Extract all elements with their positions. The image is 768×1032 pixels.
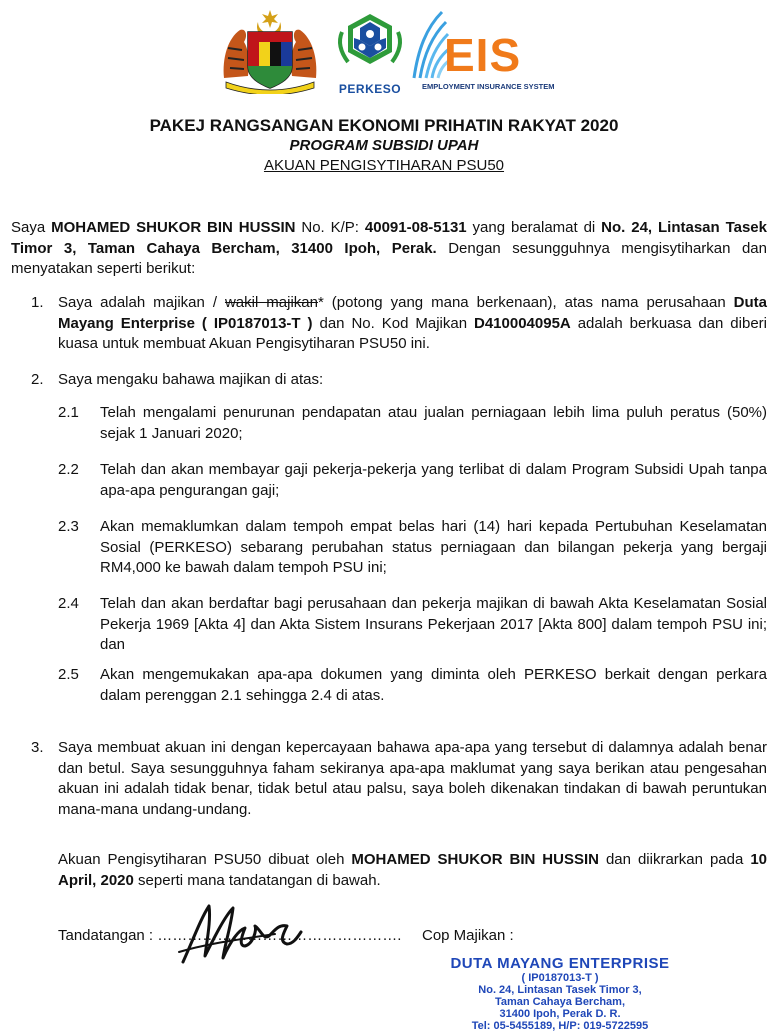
item-1-number: 1. xyxy=(31,294,44,311)
closing-name: MOHAMED SHUKOR BIN HUSSIN xyxy=(351,851,599,868)
item-2-text: Saya mengaku bahawa majikan di atas: xyxy=(58,371,324,388)
intro-saya: Saya xyxy=(11,219,52,236)
sub-2-2-text: Telah dan akan membayar gaji pekerja-pekerja yang terlibat di dalam Program Subsidi Upah tanpa apa-apa pengurangan gaji; xyxy=(100,461,767,499)
sub-2-3-text: Akan memaklumkan dalam tempoh empat belas hari (14) hari kepada Pertubuhan Keselamatan Sosial (PERKESO) sebarang perubahan status perniagaan dan bilangan pekerja yang bergaji RM4,000 ke bawah dalam tempoh PSU ini; xyxy=(100,518,767,576)
item-3-number: 3. xyxy=(31,739,44,756)
handwritten-signature-icon xyxy=(175,900,305,970)
perkeso-label: PERKESO xyxy=(338,82,402,96)
stamp-registration: ( IP0187013-T ) xyxy=(521,972,599,984)
sub-2-1-number: 2.1 xyxy=(58,404,79,421)
employer-stamp-label: Cop Majikan : xyxy=(422,927,514,944)
declaration-title: AKUAN PENGISYTIHARAN PSU50 xyxy=(263,157,505,174)
sub-2-4-text: Telah dan akan berdaftar bagi perusahaan dan pekerja majikan di bawah Akta Keselamatan Sosial Pekerja 1969 [Akta 4] dan Akta Sistem Insurans Pekerjaan 2017 [Akta 800] dalam tempoh PSU ini; dan xyxy=(100,595,767,653)
item-1-part-c: dan No. Kod Majikan xyxy=(312,314,474,332)
item-1-part-a: Saya adalah majikan / xyxy=(58,294,225,311)
document-title: PAKEJ RANGSANGAN EKONOMI PRIHATIN RAKYAT 2020 xyxy=(149,116,619,135)
company-stamp xyxy=(430,955,690,1032)
eis-subtitle: EMPLOYMENT INSURANCE SYSTEM xyxy=(422,82,555,91)
item-3-text: Saya membuat akuan ini dengan kepercayaan bahawa apa-apa yang tersebut di dalamnya adalah benar dan betul. Saya sesungguhnya faham sekiranya apa-apa maklumat yang saya berikan atau pengesahan akuan ini adalah tidak benar, tidak betul atau palsu, saya boleh dikenakan tindakan di bawah peruntukan mana-mana undang-undang. xyxy=(58,739,767,818)
perkeso-emblem-icon xyxy=(332,12,408,78)
malaysia-coat-of-arms-icon xyxy=(218,8,322,94)
kp-label: No. K/P: xyxy=(295,219,365,236)
item-1-text xyxy=(58,293,767,355)
header-logos xyxy=(0,6,768,96)
item-1-part-d: adalah berkuasa dan diberi kuasa untuk membuat Akuan Pengisytiharan PSU50 ini. xyxy=(58,314,767,352)
company-name: Duta Mayang Enterprise ( IP0187013-T ) xyxy=(58,294,767,332)
sub-2-3-number: 2.3 xyxy=(58,518,79,535)
signature-label: Tandatangan : …………………………………………. xyxy=(58,927,402,944)
stamp-address-2: Taman Cahaya Bercham, xyxy=(494,996,626,1008)
stamp-address-3: 31400 Ipoh, Perak D. R. xyxy=(499,1008,621,1020)
item-2-number: 2. xyxy=(31,371,44,388)
closing-part-a: Akuan Pengisytiharan PSU50 dibuat oleh xyxy=(58,851,352,868)
perkeso-logo xyxy=(332,12,408,96)
kp-number: 40091-08-5131 xyxy=(364,219,467,236)
declarant-name: MOHAMED SHUKOR BIN HUSSIN xyxy=(51,219,296,236)
program-title: PROGRAM SUBSIDI UPAH xyxy=(289,137,479,154)
stamp-phone: Tel: 05-5455189, H/P: 019-5722595 xyxy=(471,1020,649,1032)
declaration-date: 10 April, 2020 xyxy=(58,851,767,889)
declarant-address: No. 24, Lintasan Tasek Timor 3, Taman Cahaya Bercham, 31400 Ipoh, Perak. xyxy=(11,219,767,257)
intro-closing: Dengan sesungguhnya mengisytiharkan dan menyatakan seperti berikut: xyxy=(11,239,767,277)
closing-paragraph xyxy=(58,850,767,891)
sub-2-5-text: Akan mengemukakan apa-apa dokumen yang diminta oleh PERKESO berkait dengan perkara dalam perenggan 2.1 sehingga 2.4 di atas. xyxy=(100,666,767,704)
intro-paragraph xyxy=(11,218,767,280)
item-1-part-b: * (potong yang mana berkenaan), atas nama perusahaan xyxy=(317,294,734,311)
eis-logo xyxy=(412,10,562,96)
closing-part-c: seperti mana tandatangan di bawah. xyxy=(133,871,381,889)
employer-code: D410004095A xyxy=(474,314,571,332)
sub-2-2-number: 2.2 xyxy=(58,461,79,478)
sub-2-1-text: Telah mengalami penurunan pendapatan atau jualan perniagaan lebih lima puluh peratus (50%) sejak 1 Januari 2020; xyxy=(100,404,767,442)
sub-2-5-number: 2.5 xyxy=(58,666,79,683)
sub-2-4-number: 2.4 xyxy=(58,595,79,612)
stamp-company-name: DUTA MAYANG ENTERPRISE xyxy=(450,955,670,972)
stamp-address-1: No. 24, Lintasan Tasek Timor 3, xyxy=(478,984,642,996)
closing-part-b: dan diikrarkan pada xyxy=(598,851,751,868)
struck-text: wakil majikan xyxy=(224,294,318,311)
address-prefix: yang beralamat di xyxy=(466,219,602,236)
eis-wordmark: EIS xyxy=(444,29,522,81)
